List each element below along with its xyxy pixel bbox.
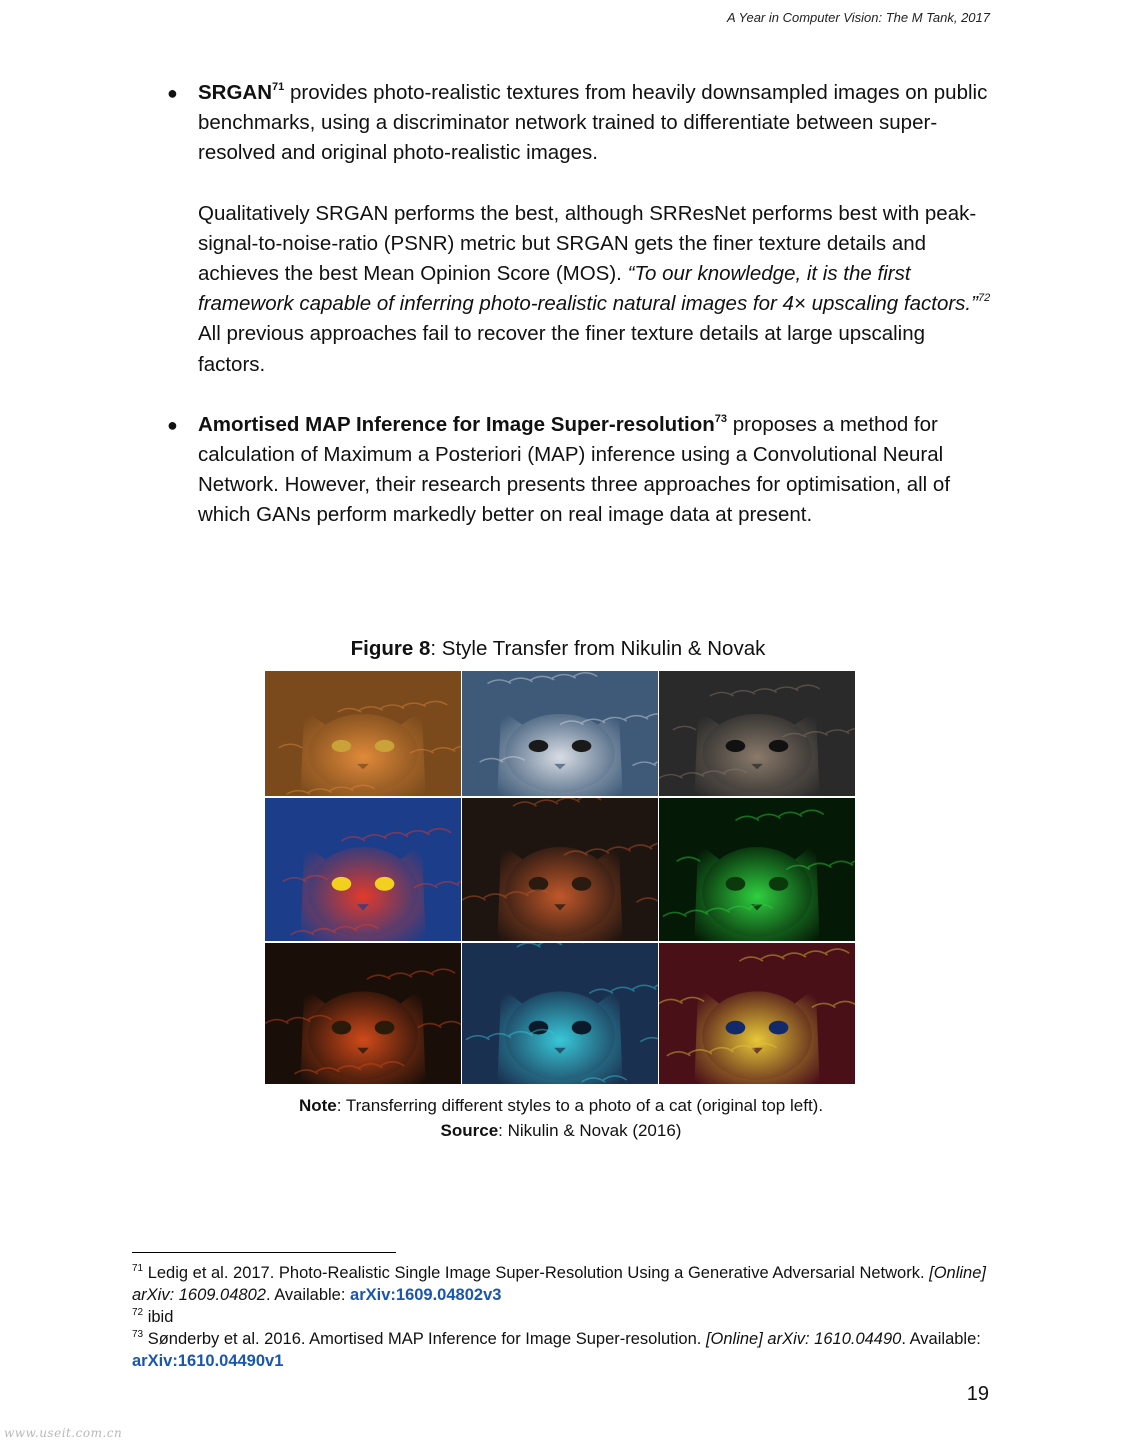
- bullet-amortised-map: [167, 410, 997, 531]
- footnote-text: Ledig et al. 2017. Photo-Realistic Single Image Super-Resolution Using a Generative Adversarial Network.: [143, 1264, 930, 1282]
- footnote-available: . Available:: [265, 1286, 351, 1304]
- figure-note: [0, 1093, 1122, 1143]
- cat-image-original: [265, 671, 461, 796]
- page-number: 19: [966, 1383, 989, 1405]
- footnote-73: [132, 1328, 992, 1372]
- amortised-text: proposes a method for calculation of Maximum a Posteriori (MAP) inference using a Convolutional Neural Network. However, their research presents three approaches for optimisation, all of which GANs perform markedly better on real image data at present.: [198, 412, 951, 527]
- srgan-p2-text-end: All previous approaches fail to recover the finer texture details at large upscaling factors.: [198, 322, 926, 376]
- amortised-title: Amortised MAP Inference for Image Super-resolution: [198, 412, 715, 436]
- cat-image-mushroom: [265, 943, 461, 1084]
- cat-image-green-matrix: [659, 798, 855, 941]
- note-text: : Transferring different styles to a photo of a cat (original top left).: [336, 1096, 824, 1115]
- srgan-quote: “To our knowledge, it is the first framework capable of inferring photo-realistic natural images for 4× upscaling factors.”: [198, 262, 978, 316]
- figure-source-line: [0, 1118, 1122, 1143]
- bullet-srgan: [167, 78, 997, 380]
- footnote-ref-73[interactable]: 73: [714, 413, 728, 425]
- footnote-text: Sønderby et al. 2016. Amortised MAP Inference for Image Super-resolution.: [143, 1330, 706, 1348]
- srgan-text: provides photo-realistic textures from heavily downsampled images on public benchmarks, using a discriminator network trained to differentiate between super-resolved and original photo-realistic images.: [198, 81, 988, 165]
- footnote-divider: [132, 1252, 396, 1253]
- bullet-dot-icon: ●: [167, 414, 178, 435]
- bullet-dot-icon: ●: [167, 83, 178, 103]
- bullet-list: [167, 78, 997, 531]
- arxiv-link-1610[interactable]: arXiv:1610.04490v1: [132, 1352, 284, 1370]
- footnote-number: 72: [132, 1306, 144, 1318]
- footnote-available: . Available:: [901, 1330, 981, 1348]
- source-label: Source: [440, 1121, 499, 1140]
- footnote-ref-71[interactable]: 71: [272, 81, 285, 94]
- style-transfer-image-grid: [265, 671, 855, 1084]
- srgan-paragraph-2: [198, 199, 997, 380]
- figure-caption: [0, 637, 1122, 661]
- note-label: Note: [298, 1096, 337, 1115]
- cat-image-neon-fur: [462, 943, 658, 1084]
- footnote-71: [132, 1262, 992, 1306]
- cat-image-ember-lines: [462, 798, 658, 941]
- footnote-number: 71: [132, 1262, 144, 1274]
- watermark: www.useit.com.cn: [4, 1426, 123, 1440]
- footnote-online: [Online] arXiv: 1609.04802: [132, 1264, 986, 1304]
- cat-image-fish-colorful: [265, 798, 461, 941]
- arxiv-link-1609[interactable]: arXiv:1609.04802v3: [350, 1286, 502, 1304]
- footnote-72: [132, 1306, 992, 1328]
- footnote-online: [Online] arXiv: 1610.04490: [705, 1330, 902, 1348]
- srgan-paragraph: [198, 78, 997, 169]
- footnote-number: 73: [132, 1328, 144, 1340]
- figure-note-line: [0, 1093, 1122, 1118]
- figure-title: : Style Transfer from Nikulin & Novak: [430, 637, 766, 660]
- figure-label: Figure 8: [350, 637, 431, 660]
- footnote-text: ibid: [143, 1308, 174, 1326]
- srgan-title: SRGAN: [198, 81, 273, 104]
- cat-image-dark-sketch: [659, 671, 855, 796]
- cat-image-red-mosaic: [659, 943, 855, 1084]
- source-text: : Nikulin & Novak (2016): [498, 1121, 682, 1140]
- footnotes: [132, 1262, 992, 1372]
- srgan-p2-text: Qualitatively SRGAN performs the best, although SRResNet performs best with peak-signal-to-noise-ratio (PSNR) metric but SRGAN gets the finer texture details and achieves the best Mean Opinion Score (MOS).: [198, 201, 977, 286]
- cat-image-swirl-blue: [462, 671, 658, 796]
- amortised-paragraph: [198, 410, 997, 531]
- footnote-ref-72[interactable]: 72: [977, 292, 991, 305]
- running-header: A Year in Computer Vision: The M Tank, 2017: [726, 10, 990, 25]
